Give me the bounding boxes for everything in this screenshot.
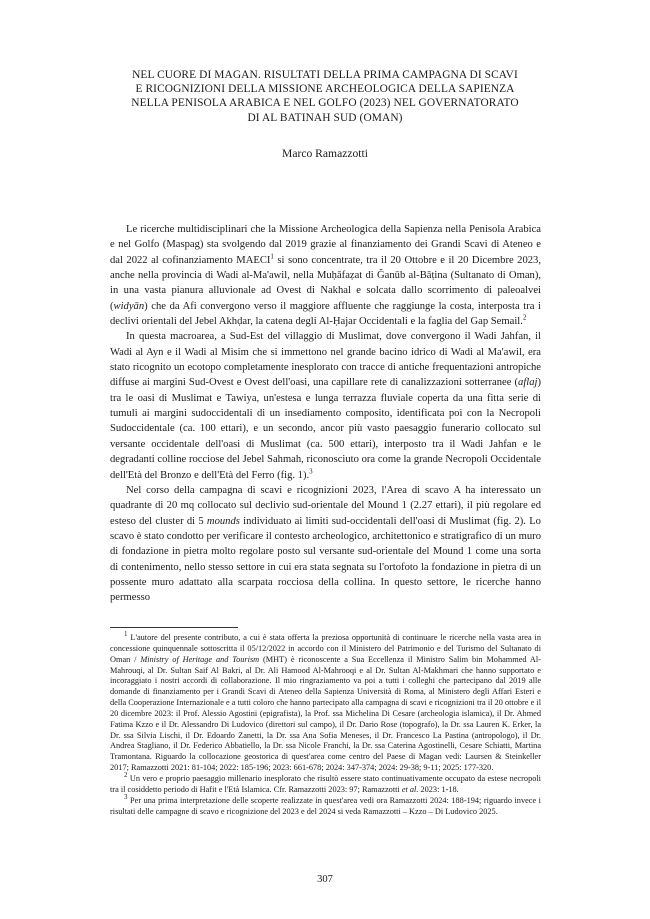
paragraph bbox=[110, 483, 541, 606]
footnote-ref[interactable]: 2 bbox=[522, 313, 527, 322]
footnote-ref[interactable]: 3 bbox=[309, 466, 313, 475]
text-run: Nel corso della campagna di scavi e ricognizioni 2023, l'Area di scavo A ha interessato un quadrante di 20 mq collocato sul declivio sud-orientale del Mound 1 (2.27 ettari), il più regolare ed esteso del cluster di 5 bbox=[110, 484, 541, 527]
footnote-divider bbox=[110, 627, 238, 628]
text-run: individuato ai limiti sud-occidentali dell'oasi di Muslimat (fig. 2). Lo scavo è stato condotto per verificare il contesto archeologico, architettonico e stratigrafico di un muro di fondazione in pietra molto regolare posto sul versante sud-orientale del Mound 1 come una sorta di contenimento, nello stesso settore in cui era stata segnata su l'ortofoto la fondazione in pietra di un possente muro adattato alla scarpata rocciosa della collina. In questo settore, le ricerche hanno permesso bbox=[110, 515, 541, 604]
text-run: In questa macroarea, a Sud-Est del villaggio di Muslimat, dove convergono il Wadi Jahfan, il Wadi al Ayn e il Wadi al Misim che si immettono nel grande bacino idrico di Wadi al Ma'awil, era stato ricognito un ecotopo completamente inesplorato con tracce di antiche frequentazioni antropiche diffuse ai margini Sud-Ovest e Ovest dell'oasi, una capillare rete di canalizzazioni sotterranee ( bbox=[110, 331, 541, 389]
text-run: (MHT) è riconoscente a Sua Eccellenza il Ministro Salim bin Mohammed Al-Mahrouqi, al Dr. Sultan Saif Al Bakri, al Dr. Ali Hamood Al-Mahrooqi e al Dr. Sultan Al-Makhmari che hanno supportato e incoraggiato i nostri accordi di collaborazione. Il mio ringraziamento va poi a tutti i colleghi che partecipano dal 2019 alle domande di finanziamento per i Grandi Scavi di Ateneo della Sapienza Università di Roma, al Ministero degli Affari Esteri e della Cooperazione Internazionale e a tutti coloro che hanno partecipato alla campagna di scavi e ricognizioni tra il 20 ottobre e il 20 dicembre 2023: il Prof. Alessio Agostini (epigrafista), la Prof. ssa Michelina Di Cesare (archeologia islamica), il Dr. Ahmed Fatima Kzzo e il Dr. Alessandro Di Ludovico (direttori sul campo), il Dr. Dario Rose (topografo), la Dr. ssa Lauren K. Erker, la Dr. ssa Silvia Lischi, il Dr. Edoardo Zanetti, la Dr. ssa Ana Sofia Meneses, il Dr. Francesco La Pastina (antropologo), il Dr. Andrea Stagliano, il Dr. Federico Abbatiello, la Dr. ssa Nicole Franchi, la Dr. ssa Caterina Agostinelli, Cesare Schiatti, Martina Tramontana. Riguardo la collocazione geostorica di quest'area come centro del Paese di Magan vedi: Laursen & Steinkeller 2017; Ramazzotti 2021: 81-104; 2022: 185-196; 2023: 661-678; 2024: 347-374; 2024: 29-38; 9-11; 2025: 177-320. bbox=[110, 654, 541, 773]
text-run: ) che da Afi convergono verso il maggiore affluente che raggiunge la costa, interposta tra i declivi orientali del Jebel Akhḍar, la catena degli Al-Ḥajar Occidentali e la faglia del Gap Semail. bbox=[110, 300, 541, 328]
italic-term: Ministry of Heritage and Tourism bbox=[140, 654, 260, 664]
footnote bbox=[110, 792, 541, 818]
footnote-number: 1 bbox=[124, 630, 128, 639]
italic-term: widyān bbox=[113, 300, 145, 312]
body-text bbox=[110, 222, 541, 606]
author-name: Marco Ramazzotti bbox=[282, 147, 368, 160]
title-line: NEL CUORE DI MAGAN. RISULTATI DELLA PRIMA CAMPAGNA DI SCAVI bbox=[132, 69, 518, 81]
text-run: Le ricerche multidisciplinari che la Missione Archeologica della Sapienza nella Penisola Arabica e nel Golfo (Maspag) sta svolgendo dal 2019 grazie al finanziamento dei Grandi Scavi di Ateneo e dal 2022 al cofinanziamento MAECI bbox=[110, 224, 541, 266]
paragraph bbox=[110, 329, 541, 482]
footnote-ref[interactable]: 1 bbox=[270, 252, 274, 261]
text-run: ) tra le oasi di Muslimat e Tawiya, un'estesa e lunga terrazza fluviale coperta da una fitta serie di tumuli ai margini sudoccidentali di un insediamento composito, identificata poi con la Necropoli Sudoccidentale (ca. 100 ettari), e un secondo, ancor più vasto paesaggio funerario collocato sul versante occidentale dell'oasi di Muslimat (ca. 500 ettari), interposto tra il Wadi Jahfan e le degradanti colline rocciose del Jebel Sahmah, riconosciuto ora come la grande Necropoli Occidentale dell'Età del Bronzo e dell'Età del Ferro (fig. 1). bbox=[110, 377, 541, 481]
footnotes bbox=[110, 630, 541, 817]
footnote bbox=[110, 630, 541, 774]
text-run: 2023: 1-18. bbox=[418, 784, 459, 794]
title-line: NELLA PENISOLA ARABICA E NEL GOLFO (2023) NEL GOVERNATORATO bbox=[131, 97, 519, 110]
italic-term: mounds bbox=[206, 515, 240, 527]
text-run: Per una prima interpretazione delle scoperte realizzate in quest'area vedi ora Ramazzotti 2024: 188-194; riguardo invece i risultati delle campagne di scavo e ricognizione del 2023 e del 2024 si veda Ramazzotti – Kzzo – Di Ludovico 2025. bbox=[110, 795, 541, 816]
paragraph bbox=[110, 222, 541, 329]
footnote-number: 2 bbox=[124, 771, 128, 780]
text-run: si sono concentrate, tra il 20 Ottobre e il 20 Dicembre 2023, anche nella provincia di Wadi al-Ma'awil, nella Muḥāfaẓat di Ǧanūb al-Bāṭina (Sultanato di Oman), in una vasta pianura alluvionale ad Ovest di Nakhal e solcata dallo scorrimento di paleoalvei ( bbox=[110, 254, 541, 312]
title-line: DI AL BATINAH SUD (OMAN) bbox=[247, 111, 403, 124]
text-run: Un vero e proprio paesaggio millenario inesplorato che risultò essere stato continuativamente occupato da estese necropoli tra il cosiddetto periodo di Hafit e l'Età Islamica. Cfr. Ramazzotti 2023: 97; Ramazzotti bbox=[110, 773, 541, 794]
page-number: 307 bbox=[317, 874, 333, 885]
italic-term: et al. bbox=[401, 784, 419, 794]
italic-term: aflaj bbox=[518, 377, 538, 389]
footnote bbox=[110, 771, 541, 796]
title-line: E RICOGNIZIONI DELLA MISSIONE ARCHEOLOGICA DELLA SAPIENZA bbox=[135, 83, 515, 96]
article-title bbox=[85, 68, 565, 125]
text-run: L'autore del presente contributo, a cui è stata offerta la preziosa opportunità di continuare le ricerche nella vasta area in concessione quinquennale sottoscritta il 05/12/2022 in accordo con il Ministero del Patrimonio e del Turismo del Sultanato di Oman / bbox=[110, 633, 541, 664]
footnote-number: 3 bbox=[124, 792, 128, 801]
